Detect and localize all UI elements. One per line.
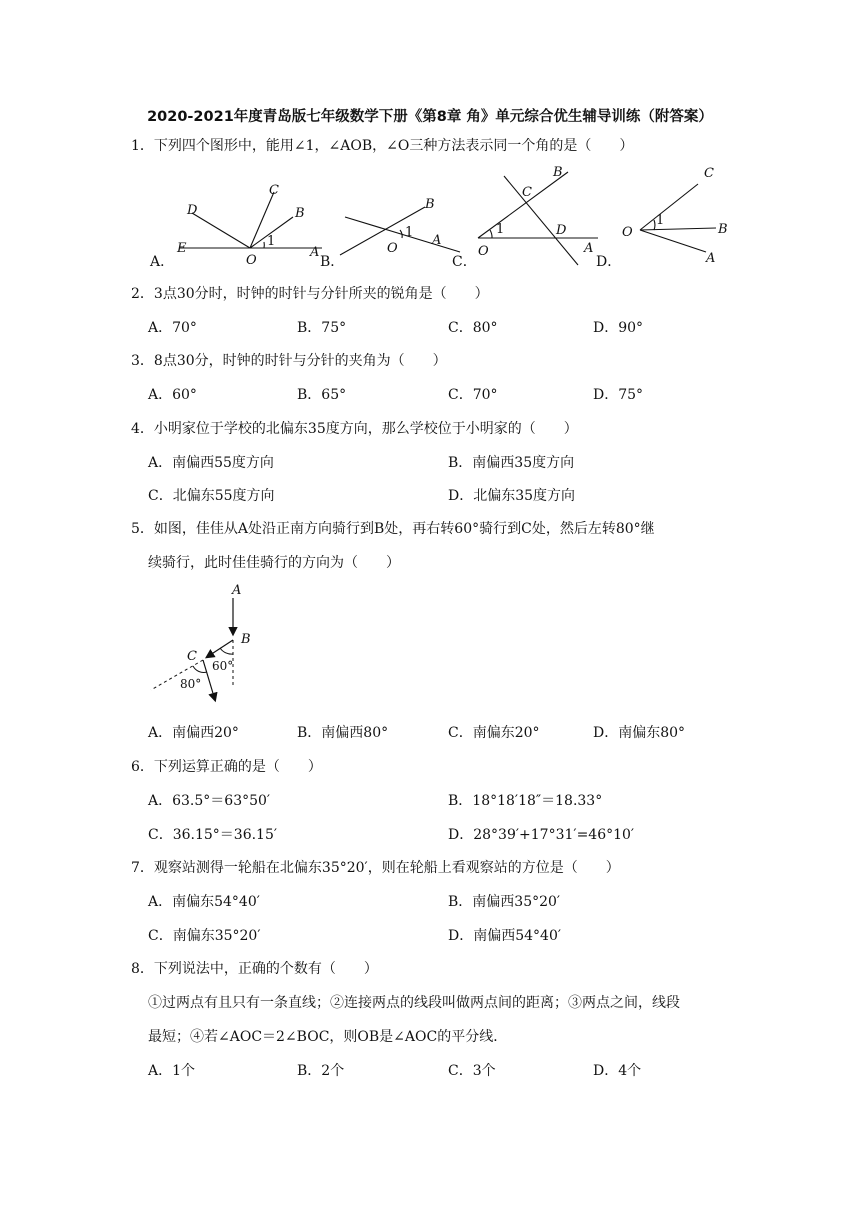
option-4a: A．南偏西55度方向 (148, 455, 274, 471)
figure-c (478, 172, 598, 265)
option-4b: B．南偏西35度方向 (448, 455, 575, 471)
fig5-label-a: A (232, 583, 242, 598)
fig-a-label-b: B (295, 206, 305, 221)
fig-d-label-c: C (704, 166, 714, 181)
option-1b: B． (320, 254, 345, 270)
fig-b-label-o: O (387, 241, 398, 256)
fig-c-label-c: C (522, 185, 532, 200)
option-1d: D． (596, 254, 622, 270)
question-8-statements-line1: ①过两点有且只有一条直线；②连接两点的线段叫做两点间的距离；③两点之间，线段 (148, 995, 680, 1011)
option-8c: C．3个 (448, 1063, 496, 1079)
question-1-figures (140, 160, 740, 270)
option-2d: D．90° (593, 320, 644, 336)
option-7c: C．南偏东35°20′ (148, 928, 261, 944)
fig-d-label-o: O (622, 225, 633, 240)
fig-c-label-b: B (553, 165, 563, 180)
question-5-stem-line1: 5．如图，佳佳从A处沿正南方向骑行到B处，再右转60°骑行到C处，然后左转80°继 (131, 521, 655, 537)
option-2a: A．70° (148, 320, 197, 336)
option-8a: A．1个 (148, 1063, 196, 1079)
option-1c: C． (452, 254, 477, 270)
option-7d: D．南偏西54°40′ (448, 928, 562, 944)
fig-a-label-c: C (269, 183, 279, 198)
fig5-label-80: 80° (180, 677, 202, 691)
fig5-label-b: B (241, 632, 251, 647)
fig5-label-c: C (187, 649, 197, 664)
option-6d: D．28°39′+17°31′=46°10′ (448, 827, 635, 843)
option-8d: D．4个 (593, 1063, 642, 1079)
option-4c: C．北偏东55度方向 (148, 488, 275, 504)
option-5c: C．南偏东20° (448, 725, 540, 741)
option-5d: D．南偏东80° (593, 725, 686, 741)
question-5-stem-line2: 续骑行，此时佳佳骑行的方向为（ ） (148, 555, 400, 571)
fig-d-label-b: B (718, 222, 728, 237)
option-2c: C．80° (448, 320, 498, 336)
fig5-label-60: 60° (212, 659, 234, 673)
option-8b: B．2个 (297, 1063, 345, 1079)
option-6b: B．18°18′18″＝18.33° (448, 793, 603, 809)
fig-d-label-a: A (706, 251, 716, 266)
fig-a-label-d: D (187, 203, 198, 218)
option-3c: C．70° (448, 387, 498, 403)
question-1-stem: 1．下列四个图形中，能用∠1，∠AOB，∠O三种方法表示同一个角的是（ ） (131, 138, 634, 154)
option-7b: B．南偏西35°20′ (448, 894, 561, 910)
question-8-stem: 8．下列说法中，正确的个数有（ ） (131, 961, 378, 977)
question-8-statements-line2: 最短；④若∠AOC＝2∠BOC，则OB是∠AOC的平分线． (148, 1029, 508, 1045)
question-3-stem: 3．8点30分，时钟的时针与分针的夹角为（ ） (131, 353, 447, 369)
fig-d-label-1: 1 (656, 213, 665, 228)
fig-c-label-a: A (584, 241, 594, 256)
option-3a: A．60° (148, 387, 197, 403)
fig-b-label-1: 1 (405, 225, 414, 240)
option-6a: A．63.5°＝63°50′ (148, 793, 271, 809)
fig-c-label-d: D (556, 223, 567, 238)
question-7-stem: 7．观察站测得一轮船在北偏东35°20′，则在轮船上看观察站的方位是（ ） (131, 860, 620, 876)
fig-a-label-e: E (177, 241, 187, 256)
fig-c-label-o: O (478, 244, 489, 259)
question-2-stem: 2．3点30分时，时钟的时针与分针所夹的锐角是（ ） (131, 286, 489, 302)
option-4d: D．北偏东35度方向 (448, 488, 576, 504)
option-5a: A．南偏西20° (148, 725, 239, 741)
option-7a: A．南偏东54°40′ (148, 894, 260, 910)
option-5b: B．南偏西80° (297, 725, 389, 741)
option-3d: D．75° (593, 387, 644, 403)
fig-a-label-a: A (310, 245, 320, 260)
fig-a-label-o: O (246, 253, 257, 268)
figure-d (640, 184, 716, 252)
option-6c: C．36.15°＝36.15′ (148, 827, 278, 843)
figure-b (340, 207, 460, 255)
option-2b: B．75° (297, 320, 347, 336)
option-1a: A． (150, 254, 175, 270)
fig-b-label-a: A (432, 233, 442, 248)
page-title: 2020-2021年度青岛版七年级数学下册《第8章 角》单元综合优生辅导训练（附答案） (147, 109, 713, 125)
fig-a-label-1: 1 (267, 234, 276, 249)
fig-c-label-1: 1 (496, 222, 505, 237)
question-5-figure (145, 580, 275, 720)
question-6-stem: 6．下列运算正确的是（ ） (131, 759, 322, 775)
question-4-stem: 4．小明家位于学校的北偏东35度方向，那么学校位于小明家的（ ） (131, 421, 578, 437)
fig-b-label-b: B (425, 197, 435, 212)
option-3b: B．65° (297, 387, 347, 403)
